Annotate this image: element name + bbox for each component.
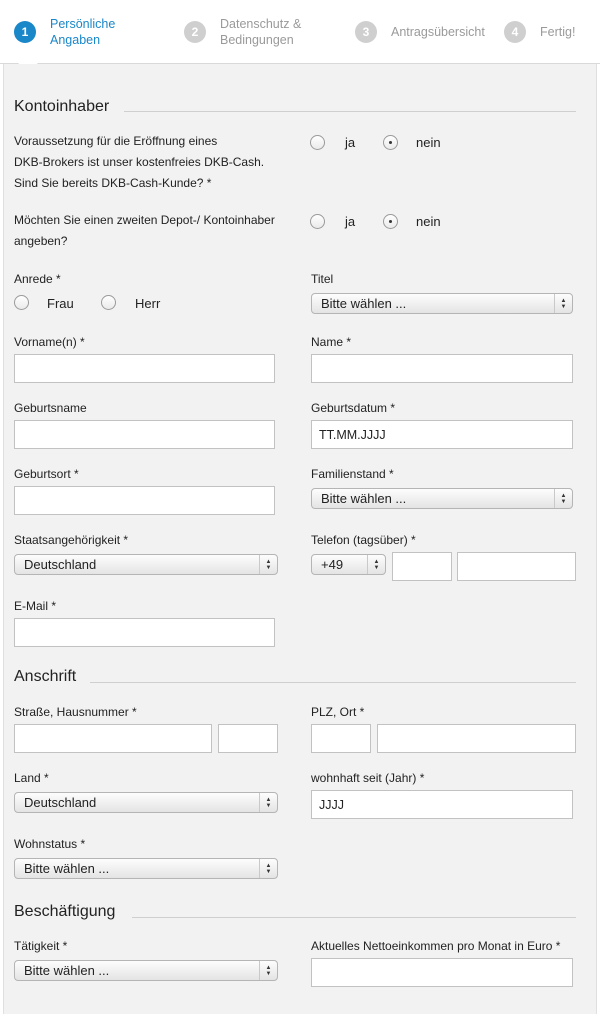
wohnhaft-seit-input[interactable] [311,790,573,819]
anrede-herr-radio[interactable] [101,295,116,310]
geburtsname-input[interactable] [14,420,275,449]
ort-input[interactable] [377,724,576,753]
geburtsort-label: Geburtsort * [14,467,79,481]
telefon-vorwahl-input[interactable] [392,552,452,581]
land-label: Land * [14,771,49,785]
progress-stepper [0,0,600,64]
radio-label: nein [416,135,441,150]
question-second-holder [14,210,275,252]
geburtsname-label: Geburtsname [14,401,87,415]
section-divider [90,682,576,683]
vorname-input[interactable] [14,354,275,383]
select-value: Bitte wählen ... [24,963,110,978]
telefon-vorwahl-select[interactable] [311,554,386,575]
wohnstatus-select[interactable] [14,858,278,879]
telefon-label: Telefon (tagsüber) * [311,533,416,547]
step-label [220,16,301,48]
select-arrows-icon: ▲ ▼ [367,555,385,574]
wohnhaft-seit-label: wohnhaft seit (Jahr) * [311,771,425,785]
form-panel [3,64,597,1014]
titel-label: Titel [311,272,334,286]
geburtsdatum-label: Geburtsdatum * [311,401,396,415]
question-line: Möchten Sie einen zweiten Depot-/ Kontoinhaber [14,213,275,227]
plz-ort-label: PLZ, Ort * [311,705,365,719]
select-arrows-icon: ▲ ▼ [259,793,277,812]
select-value: Bitte wählen ... [24,861,110,876]
familienstand-label: Familienstand * [311,467,394,481]
telefon-nummer-input[interactable] [457,552,576,581]
anrede-label: Anrede * [14,272,61,286]
staatsangehoerigkeit-label: Staatsangehörigkeit * [14,533,129,547]
second-holder-ja-radio[interactable] [310,214,325,229]
anrede-frau-radio[interactable] [14,295,29,310]
select-arrows-icon: ▲ ▼ [554,489,572,508]
step-persoenliche-angaben[interactable] [14,0,115,64]
familienstand-select[interactable] [311,488,573,509]
nettoeinkommen-label: Aktuelles Nettoeinkommen pro Monat in Euro * [311,939,561,953]
section-title-kontoinhaber: Kontoinhaber [14,98,110,115]
step-number-2: 2 [184,21,206,43]
section-divider [124,111,576,112]
step-label-line1: Datenschutz & [220,17,302,31]
select-arrows-icon: ▲ ▼ [259,859,277,878]
section-title-anschrift: Anschrift [14,668,77,685]
radio-label: nein [416,214,441,229]
select-value: +49 [321,557,344,572]
question-line: Sind Sie bereits DKB-Cash-Kunde? * [14,176,212,190]
step-fertig[interactable] [504,0,575,64]
step-label: Fertig! [540,25,576,39]
email-input[interactable] [14,618,275,647]
dkb-cash-ja-radio[interactable] [310,135,325,150]
select-arrows-icon: ▲ ▼ [259,961,277,980]
step-label [50,16,115,48]
select-value: Bitte wählen ... [321,296,407,311]
name-input[interactable] [311,354,573,383]
select-value: Bitte wählen ... [321,491,407,506]
radio-label: Herr [135,296,161,311]
step-label-line2: Bedingungen [220,33,294,47]
step-label-line1: Persönliche [50,17,116,31]
strasse-input[interactable] [14,724,212,753]
dkb-cash-nein-radio[interactable] [383,135,398,150]
taetigkeit-label: Tätigkeit * [14,939,68,953]
step-label: Antragsübersicht [391,25,485,39]
staatsangehoerigkeit-select[interactable] [14,554,278,575]
question-line: angeben? [14,234,68,248]
select-value: Deutschland [24,795,97,810]
nettoeinkommen-input[interactable] [311,958,573,987]
geburtsort-input[interactable] [14,486,275,515]
section-title-beschaeftigung: Beschäftigung [14,903,116,920]
step-number-3: 3 [355,21,377,43]
step-number-4: 4 [504,21,526,43]
titel-select[interactable] [311,293,573,314]
step-antragsuebersicht[interactable] [355,0,485,64]
section-divider [132,917,576,918]
step-label-line2: Angaben [50,33,101,47]
strasse-label: Straße, Hausnummer * [14,705,137,719]
select-arrows-icon: ▲ ▼ [259,555,277,574]
step-datenschutz[interactable] [184,0,301,64]
question-line: Voraussetzung für die Eröffnung eines [14,134,218,148]
taetigkeit-select[interactable] [14,960,278,981]
step-number-1: 1 [14,21,36,43]
radio-label: Frau [47,296,74,311]
question-dkb-cash [14,131,264,194]
name-label: Name * [311,335,352,349]
select-arrows-icon: ▲ ▼ [554,294,572,313]
radio-label: ja [345,214,356,229]
vorname-label: Vorname(n) * [14,335,85,349]
plz-input[interactable] [311,724,371,753]
radio-label: ja [345,135,356,150]
hausnummer-input[interactable] [218,724,278,753]
question-line: DKB-Brokers ist unser kostenfreies DKB-Cash. [14,155,265,169]
second-holder-nein-radio[interactable] [383,214,398,229]
wohnstatus-label: Wohnstatus * [14,837,86,851]
geburtsdatum-input[interactable] [311,420,573,449]
land-select[interactable] [14,792,278,813]
select-value: Deutschland [24,557,97,572]
email-label: E-Mail * [14,599,57,613]
